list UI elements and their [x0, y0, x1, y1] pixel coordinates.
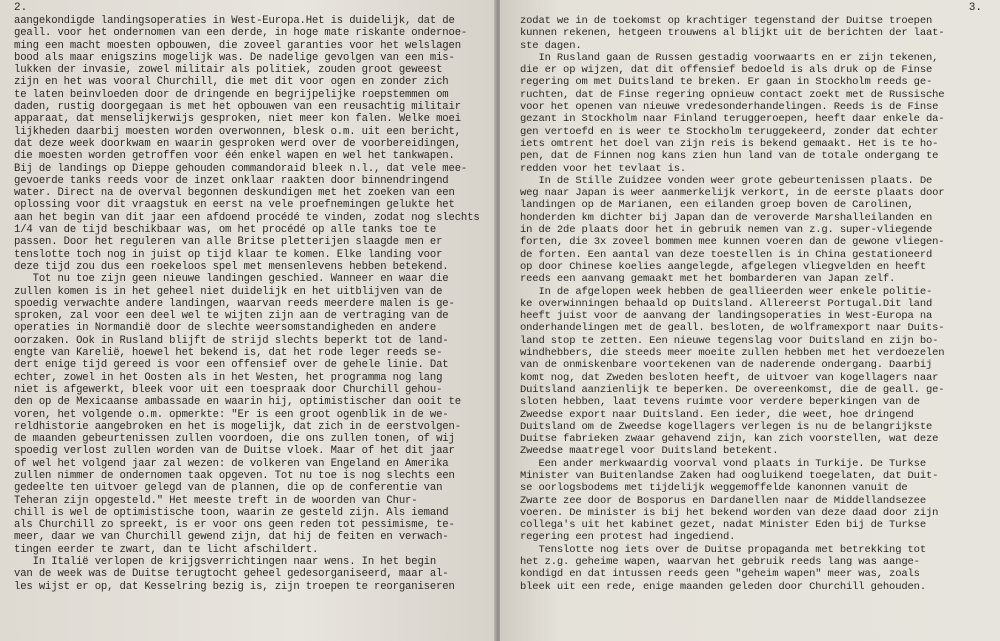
text-line: Teheran zijn opgesteld." Het meeste treft in de woorden van Chur-	[14, 494, 418, 507]
text-line: lijkheden daarbij moesten worden overwonnen, blesk o.m. uit een bericht,	[14, 125, 461, 138]
text-line: te laten beinvloeden door de dringende en begrijpelijke roepstemmen om	[14, 88, 449, 101]
text-line: reldhistorie aangebroken en het is mogelijk, dat zich in de eerstvolgen-	[14, 420, 461, 433]
text-line: in de 2de plaats door het in gebruik nemen van z.g. super-vliegende	[520, 224, 933, 237]
text-line: spoedig verwachte andere landingen, waarvan reeds meerdere malen is ge-	[14, 297, 455, 310]
text-line: regering om met Duitsland te breken. Er gaan in Stockholm reeds ge-	[520, 76, 933, 89]
text-line: tingen eerder te zwart, dan te licht afschildert.	[14, 543, 319, 556]
text-line: gevoerde tanks reeds voor de inzet onklaar raakten door binnendringend	[14, 174, 449, 187]
text-line: bleek uit een rede, enige maanden geleden door Churchill gehouden.	[520, 580, 926, 593]
text-line: aan het begin van dit jaar een afdoend procédé te vinden, zodat nog slechts	[14, 211, 480, 224]
text-line: In Rusland gaan de Russen gestadig voorwaarts en er zijn tekenen,	[520, 51, 939, 64]
text-line: Tot nu toe zijn geen nieuwe landingen geschied. Wanneer en waar die	[14, 273, 449, 286]
text-line: les wijst er op, dat Kesselring bezig is, zijn troepen te reorganiseren	[14, 580, 455, 593]
text-line: heeft juist voor de aanvang der landingsoperaties in West-Europa na	[520, 310, 933, 323]
text-line: niet is afgewerkt, bleek voor uit een toespraak door Churchill gehou-	[14, 383, 443, 396]
left-page	[0, 0, 496, 641]
text-line: komt nog, dat Zweden besloten heeft, de uitvoer van kogellagers naar	[520, 371, 939, 384]
text-line: voren, het volgende o.m. opmerkte: "Er is een groot ogenblik in de we-	[14, 408, 449, 421]
text-line: passen. Door het reguleren van alle Britse pletterijen slaagde men er	[14, 236, 443, 249]
text-line: ruchten, dat de Finse regering opnieuw contact zoekt met de Russische	[520, 88, 945, 101]
text-line: voeren. De minister is bij het bekend worden van deze daad door zijn	[520, 506, 939, 519]
text-line: 1/4 van de tijd beschikbaar was, om het procédé op alle tanks toe te	[14, 224, 437, 237]
text-line: tenslotte toch nog in juist op tijd klaar te komen. Elke landing voor	[14, 248, 443, 261]
text-line: zodat we in de toekomst op krachtiger tegenstand der Duitse troepen	[520, 15, 933, 27]
text-line: van de onmiskenbare voortekenen van de naderende ondergang. Daarbij	[520, 359, 933, 372]
text-line: honderden km dichter bij Japan dan de veroverde Marshalleilanden en	[520, 211, 933, 224]
left-page-text	[14, 15, 488, 593]
text-line: gen vertoefd en is weer te Stockholm teruggekeerd, zonder dat echter	[520, 125, 939, 138]
text-line: de maanden gebeurtenissen zullen voordoen, die ons zullen tonen, of wij	[14, 433, 455, 446]
text-line: geall. voor het ondernomen van een derde, in hoge mate riskante ondernoe-	[14, 27, 468, 40]
text-line: gedeelte ten uitvoer gelegd van de plannen, die op de conferentie van	[14, 482, 443, 495]
text-line: Zwarte zee door de Bosporus en Dardanellen naar de Middellandsezee	[520, 494, 926, 507]
text-line: oplossing voor dit vraagstuk en eerst na vele proefnemingen gelukte het	[14, 199, 455, 212]
text-line: engte van Karelië, hoewel het bekend is, dat het rode leger reeds se-	[14, 347, 443, 360]
text-line: spoedig verlost zullen worden van de Duitse vloek. Maar of het dit jaar	[14, 445, 455, 458]
text-line: water. Direct na de overval begonnen deskundigen met het zoeken van een	[14, 187, 455, 200]
text-line: ming een macht moesten opbouwen, die zoveel garanties voor het welslagen	[14, 39, 461, 52]
text-line: land stop te zetten. Een nieuwe tegenslag voor Duitsland en zijn bo-	[520, 334, 939, 347]
right-page-text	[520, 15, 988, 593]
text-line: operaties in Normandië door de slechte weersomstandigheden en andere	[14, 322, 437, 335]
text-line: In de Stille Zuidzee vonden weer grote gebeurtenissen plaats. De	[520, 174, 933, 187]
text-line: oorzaken. Ook in Rusland blijft de strijd slechts beperkt tot de land-	[14, 334, 449, 347]
text-line: zullen komen is in het geheel niet duidelijk en het uitblijven van de	[14, 285, 443, 298]
text-line: kunnen rekenen, hetgeen trouwens al blijkt uit de berichten der laat-	[520, 27, 945, 40]
text-line: zullen nimmer de ondernomen taak opgeven. Tot nu toe is nog slechts een	[14, 469, 455, 482]
text-line: redden voor het tevlaat is.	[520, 162, 687, 175]
text-line: zijn en het was vooral Churchill, die met dit voor ogen en zonder zich	[14, 76, 449, 89]
text-line: de forten. Een aantal van deze toestellen is in China gestationeerd	[520, 248, 933, 261]
text-line: gezant in Stockholm naar Finland teruggeroepen, heeft daar enkele da-	[520, 113, 945, 126]
text-line: windhebbers, die steeds meer moeite zullen hebben met het verdoezelen	[520, 347, 945, 360]
text-line: chill is wel de optimistische toon, waarin ze gesteld zijn. Als iemand	[14, 506, 449, 519]
text-line: op door Chinese koelies aangelegde, afgelegen vliegvelden en heeft	[520, 260, 926, 273]
text-line: dat deze week doorkwam en waarin gesproken werd over de voorbereidingen,	[14, 137, 461, 150]
text-line: Een ander merkwaardig voorval vond plaats in Turkije. De Turkse	[520, 457, 926, 470]
text-line: lukken der invasie, zowel militair als politiek, zouden groot geweest	[14, 64, 443, 77]
text-line: In de afgelopen week hebben de geallieerden weer enkele politie-	[520, 285, 933, 298]
text-line: apparaat, dat menselijkerwijs gesproken, niet meer kon falen. Welke moei	[14, 113, 461, 126]
text-line: bood als maar enigszins mogelijk was. De nadelige gevolgen van een mis-	[14, 51, 455, 64]
text-line: Bij de landings op Dieppe gehouden commandoraid bleek n.l., dat vele mee-	[14, 162, 468, 175]
page-number-left: 2.	[14, 2, 28, 14]
text-line: voor het openen van nieuwe vredesonderhandelingen. Reeds is de Finse	[520, 101, 939, 114]
text-line: forten, die 3x zoveel bommen mee kunnen voeren dan de gewone vliegen-	[520, 236, 945, 249]
text-line: onderhandelingen met de geall. besloten, de wolframexport naar Duits-	[520, 322, 945, 335]
text-line: Duitse fabrieken zwaar gehavend zijn, kan zich voorstellen, wat deze	[520, 433, 939, 446]
text-line: sloten hebben, laat tevens ruimte voor verdere beperkingen van de	[520, 396, 920, 409]
text-line: echter, zowel in het Oosten als in het Westen, het programma nog lang	[14, 371, 443, 384]
text-line: Tenslotte nog iets over de Duitse propaganda met betrekking tot	[520, 543, 926, 556]
text-line: daden, rustig doorgegaan is met het opbouwen van een reusachtig militair	[14, 101, 461, 114]
text-line: deze tijd zou dus een roekeloos spel met mensenlevens hebben betekend.	[14, 260, 449, 273]
text-line: kondigd en dat intussen reeds geen "geheim wapen" meer was, zoals	[520, 568, 920, 581]
text-line: se oorlogsbodems met tijdelijk weggemoffelde kanonnen vanuit de	[520, 482, 908, 495]
text-line: pen, dat de Finnen nog kans zien hun land van de totale ondergang te	[520, 150, 939, 163]
text-line: ke overwinningen behaald op Duitsland. Allereerst Portugal.Dit land	[520, 297, 933, 310]
text-line: of wel het volgend jaar zal wezen: de volkeren van Engeland en Amerika	[14, 457, 449, 470]
text-line: van de week was de Duitse terugtocht geheel gedesorganiseerd, maar al-	[14, 568, 449, 581]
text-line: Zweedse maatregel voor Duitsland betekent.	[520, 445, 779, 458]
page-number-right: 3.	[968, 2, 982, 14]
text-line: die moesten worden getroffen voor één enkel wapen en wel het tankwapen.	[14, 150, 455, 163]
text-line: meer, daar we van Churchill gewend zijn, dat hij de feiten en verwach-	[14, 531, 449, 544]
text-line: In Italië verlopen de krijgsverrichtingen naar wens. In het begin	[14, 556, 437, 569]
right-page	[500, 0, 1000, 641]
text-line: die er op wijzen, dat dit offensief bedoeld is als druk op de Finse	[520, 64, 933, 77]
text-line: dert enige tijd gereed is voor een offensief over de gehele linie. Dat	[14, 359, 449, 372]
text-line: iets omtrent het doel van zijn reis is bekend gemaakt. Het is te ho-	[520, 137, 939, 150]
text-line: reeds een aanvang gemaakt met het bombarderen van Japan zelf.	[520, 273, 896, 286]
text-line: ste dagen.	[520, 39, 582, 52]
text-line: weg naar Japan is weer aanmerkelijk verkort, in de eerste plaats door	[520, 187, 945, 200]
text-line: den op de Mexicaanse ambassade en waarin hij, optimistischer dan ooit te	[14, 396, 461, 409]
text-line: collega's uit het kabinet gezet, nadat Minister Eden bij de Turkse	[520, 519, 926, 532]
text-line: aangekondigde landingsoperaties in West-Europa.Het is duidelijk, dat de	[14, 15, 455, 27]
text-line: als Churchill zo spreekt, is er voor ons geen reden tot pessimisme, te-	[14, 519, 455, 532]
text-line: regering een protest had ingediend.	[520, 531, 736, 544]
text-line: Duitsland aanzienlijk te beperken. De overeenkomst, die de geall. ge-	[520, 383, 945, 396]
text-line: Zweedse export naar Duitsland. Een ieder, die weet, hoe dringend	[520, 408, 914, 421]
text-line: Minister van Buitenlandse Zaken had oogluikend toegelaten, dat Duit-	[520, 469, 939, 482]
text-line: het z.g. geheime wapen, waarvan het gebruik reeds lang was aange-	[520, 556, 920, 569]
text-line: sproken, zal voor een deel wel te wijten zijn aan de vertraging van de	[14, 310, 449, 323]
text-line: Duitsland om de Zweedse kogellagers verlegen is nu de belangrijkste	[520, 420, 933, 433]
text-line: landingen op de Marianen, een eilanden groep boven de Carolinen,	[520, 199, 914, 212]
